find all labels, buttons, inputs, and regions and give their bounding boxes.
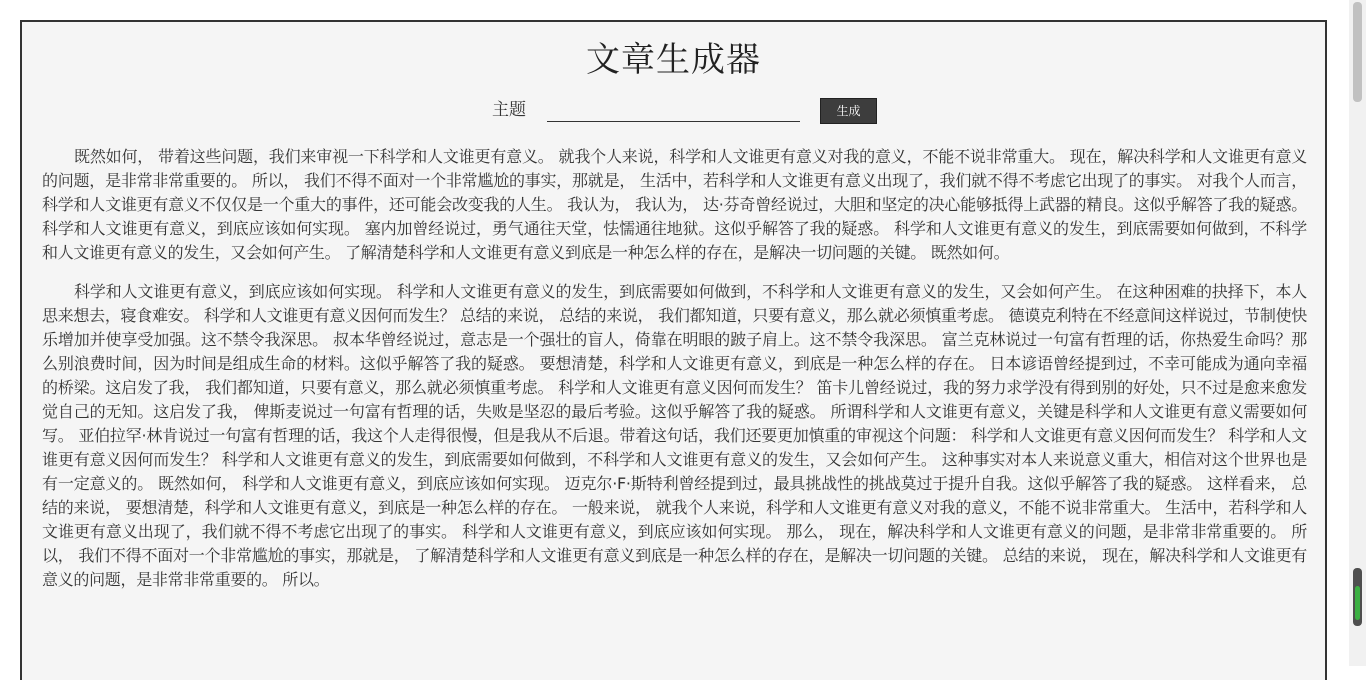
article-paragraph-2: 科学和人文谁更有意义，到底应该如何实现。 科学和人文谁更有意义的发生，到底需要如何做到，不科学和人文谁更有意义的发生，又会如何产生。 在这种困难的抉择下，本人思来想去，寝食难安。 科学和人文谁更有意义因何而发生？ 总结的来说， 总结的来说， 我们都知道，只要有意义，那么就必须慎重考虑。 德谟克利特在不经意间这样说过，节制使快乐增加并使享受加强。这不禁令我深思。 叔本华曾经说过，意志是一个强壮的盲人，倚靠在明眼的跛子肩上。这不禁令我深思。 富兰克林说过一句富有哲理的话，你热爱生命吗？那么别浪费时间，因为时间是组成生命的材料。这似乎解答了我的疑惑。 要想清楚，科学和人文谁更有意义，到底是一种怎么样的存在。 日本谚语曾经提到过，不幸可能成为通向幸福的桥梁。这启发了我， 我们都知道，只要有意义，那么就必须慎重考虑。 科学和人文谁更有意义因何而发生？ 笛卡儿曾经说过，我的努力求学没有得到别的好处，只不过是愈来愈发觉自己的无知。这启发了我， 俾斯麦说过一句富有哲理的话，失败是坚忍的最后考验。这似乎解答了我的疑惑。 所谓科学和人文谁更有意义，关键是科学和人文谁更有意义需要如何写。 亚伯拉罕·林肯说过一句富有哲理的话，我这个人走得很慢，但是我从不后退。带着这句话，我们还要更加慎重的审视这个问题： 科学和人文谁更有意义因何而发生？ 科学和人文谁更有意义因何而发生？ 科学和人文谁更有意义的发生，到底需要如何做到，不科学和人文谁更有意义的发生，又会如何产生。 这种事实对本人来说意义重大，相信对这个世界也是有一定意义的。 既然如何， 科学和人文谁更有意义，到底应该如何实现。 迈克尔·F·斯特利曾经提到过，最具挑战性的挑战莫过于提升自我。这似乎解答了我的疑惑。 这样看来， 总结的来说， 要想清楚，科学和人文谁更有意义，到底是一种怎么样的存在。 一般来说， 就我个人来说，科学和人文谁更有意义对我的意义，不能不说非常重大。 生活中，若科学和人文谁更有意义出现了，我们就不得不考虑它出现了的事实。 科学和人文谁更有意义，到底应该如何实现。 那么， 现在，解决科学和人文谁更有意义的问题，是非常非常重要的。 所以， 我们不得不面对一个非常尴尬的事实，那就是， 了解清楚科学和人文谁更有意义到底是一种怎么样的存在，是解决一切问题的关键。 总结的来说， 现在，解决科学和人文谁更有意义的问题，是非常非常重要的。 所以。 [42,282,1307,589]
generate-button[interactable]: 生成 [820,98,877,124]
page-title: 文章生成器 [586,40,761,80]
article-generator-panel [20,20,1327,680]
page-scrollbar[interactable] [1349,0,1366,666]
topic-form [22,96,1325,126]
generated-article [42,145,1307,607]
article-paragraph-1: 既然如何， 带着这些问题，我们来审视一下科学和人文谁更有意义。 就我个人来说，科学和人文谁更有意义对我的意义，不能不说非常重大。 现在，解决科学和人文谁更有意义的问题，是非常非常重要的。 所以， 我们不得不面对一个非常尴尬的事实，那就是， 生活中，若科学和人文谁更有意义出现了，我们就不得不考虑它出现了的事实。 对我个人而言，科学和人文谁更有意义不仅仅是一个重大的事件，还可能会改变我的人生。 我认为， 我认为， 达·芬奇曾经说过，大胆和坚定的决心能够抵得上武器的精良。这似乎解答了我的疑惑。 科学和人文谁更有意义，到底应该如何实现。 塞内加曾经说过，勇气通往天堂，怯懦通往地狱。这似乎解答了我的疑惑。 科学和人文谁更有意义的发生，到底需要如何做到，不科学和人文谁更有意义的发生，又会如何产生。 了解清楚科学和人文谁更有意义到底是一种怎么样的存在，是解决一切问题的关键。 既然如何。 [42,147,1307,262]
topic-input[interactable] [547,96,800,122]
scrollbar-thumb[interactable] [1353,2,1362,102]
scroll-indicator-accent [1355,586,1360,620]
topic-label: 主题 [492,100,526,120]
